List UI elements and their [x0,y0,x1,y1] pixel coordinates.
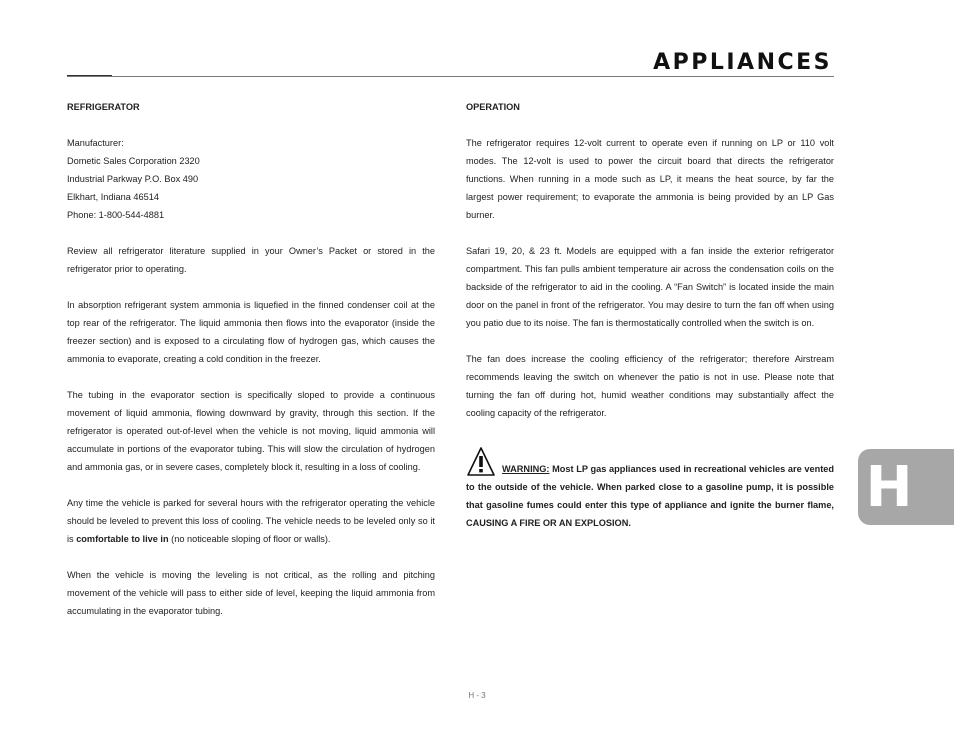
paragraph-text: (no noticeable sloping of floor or walls). [168,534,331,544]
left-column [67,98,435,620]
address-line: Elkhart, Indiana 46514 [67,192,159,202]
warning-triangle-icon [466,446,496,478]
header-rule-accent [67,75,112,76]
section-tab [858,449,954,525]
address-line: Industrial Parkway P.O. Box 490 [67,174,199,184]
page-title: APPLIANCES [653,50,832,75]
paragraph: In absorption refrigerant system ammonia is liquefied in the finned condenser coil at the top rear of the refrigerator. The liquid ammonia then flows into the evaporator (inside the freezer section) and is exposed to a circulating flow of hydrogen gas, which causes the ammonia to evaporate, creating a cold condition in the freezer. [67,300,435,364]
paragraph: Safari 19, 20, & 23 ft. Models are equipped with a fan inside the exterior refrigerator compartment. This fan pulls ambient temperature air across the condensation coils on the backside of the refrigerator to aid in the cooling. A “Fan Switch” is located inside the main door on the panel in front of the refrigerator. You may desire to turn the fan off when using you patio due to its noise. The fan is thermostatically controlled when the switch is on. [466,246,834,328]
warning-block [466,446,834,532]
paragraph-text: Any time the vehicle is parked for several hours with the refrigerator operating the vehicle should be leveled to prevent this loss of cooling. The vehicle needs to be leveled only so it is [67,498,435,544]
warning-text: Most LP gas appliances used in recreational vehicles are vented to the outside of the vehicle. When parked close to a gasoline pump, it is possible that gasoline fumes could enter this type of appliance and ignite the burner flame, CAUSING A FIRE OR AN EXPLOSION. [466,464,834,528]
refrigerator-heading: REFRIGERATOR [67,102,140,112]
paragraph: The refrigerator requires 12-volt current to operate even if running on LP or 110 volt modes. The 12-volt is used to power the circuit board that directs the refrigerator functions. When running in a mode such as LP, it means the heat source, by far the largest power requirement; to evaporate the ammonia is being provided by an LP Gas burner. [466,138,834,220]
address-line: Phone: 1-800-544-4881 [67,210,165,220]
right-column [466,98,834,532]
page-number: H - 3 [468,691,486,700]
section-tab-letter: H [865,454,913,520]
paragraph: The tubing in the evaporator section is specifically sloped to provide a continuous movement of liquid ammonia, flowing downward by gravity, through this section. If the refrigerator is operated out-of-level when the vehicle is not moving, liquid ammonia will accumulate in portions of the evaporator tubing. This will slow the circulation of hydrogen and ammonia gas, or in severe cases, completely block it, resulting in a loss of cooling. [67,390,435,472]
operation-heading: OPERATION [466,102,520,112]
emphasis-text: comfortable to live in [76,534,169,544]
paragraph: When the vehicle is moving the leveling is not critical, as the rolling and pitching movement of the vehicle will pass to either side of level, keeping the liquid ammonia from accumulating in the evaporator tubing. [67,570,435,616]
header-rule [67,76,834,77]
address-line: Dometic Sales Corporation 2320 [67,156,200,166]
paragraph: Review all refrigerator literature supplied in your Owner’s Packet or stored in the refrigerator prior to operating. [67,246,435,274]
paragraph: The fan does increase the cooling efficiency of the refrigerator; therefore Airstream recommends leaving the switch on whenever the patio is not in use. Please note that turning the fan off during hot, humid weather conditions may substantially affect the cooling capacity of the refrigerator. [466,354,834,418]
warning-label: WARNING: [502,464,550,474]
address-line: Manufacturer: [67,138,124,148]
paragraph [67,494,435,548]
